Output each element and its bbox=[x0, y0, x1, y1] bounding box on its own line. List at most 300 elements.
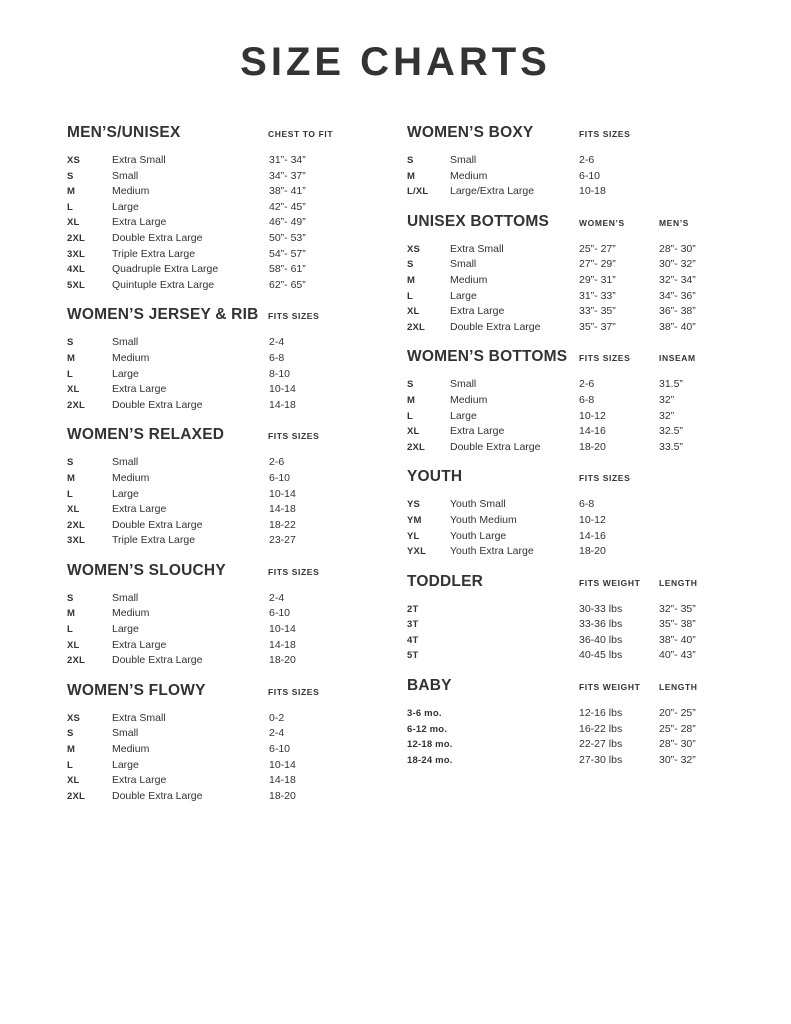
column-header: FITS SIZES bbox=[268, 311, 320, 322]
size-code: 3T bbox=[407, 619, 419, 631]
column-header: FITS SIZES bbox=[268, 431, 320, 442]
section-title: YOUTH bbox=[407, 468, 463, 486]
size-value: 42”- 45” bbox=[269, 200, 306, 213]
table-row bbox=[67, 759, 407, 775]
table-row bbox=[407, 634, 747, 650]
size-code: S bbox=[67, 170, 74, 182]
size-code: M bbox=[67, 186, 76, 198]
size-value: 8-10 bbox=[269, 367, 291, 380]
table-row bbox=[407, 154, 747, 170]
size-value: 6-10 bbox=[579, 169, 601, 182]
size-value: 18-20 bbox=[579, 545, 606, 558]
size-chart-section-mens-unisex bbox=[67, 124, 407, 294]
size-value: 58”- 61” bbox=[269, 263, 306, 276]
size-name: Double Extra Large bbox=[450, 440, 541, 453]
size-code: 2XL bbox=[407, 441, 426, 453]
size-rows bbox=[67, 592, 407, 670]
size-code: XL bbox=[67, 384, 80, 396]
size-code: YS bbox=[407, 499, 421, 511]
size-code: S bbox=[67, 457, 74, 469]
size-value: 30”- 32” bbox=[659, 753, 696, 766]
size-code: YM bbox=[407, 514, 422, 526]
size-value: 31”- 33” bbox=[579, 289, 616, 302]
size-value: 14-18 bbox=[269, 503, 296, 516]
table-row bbox=[67, 727, 407, 743]
size-code: L bbox=[407, 410, 414, 422]
size-code: S bbox=[407, 155, 414, 166]
size-code: YXL bbox=[407, 546, 427, 558]
table-row bbox=[67, 336, 407, 352]
size-code: XL bbox=[67, 639, 80, 651]
column-header: FITS SIZES bbox=[268, 566, 320, 577]
size-name: Extra Small bbox=[112, 154, 166, 166]
size-code: 4T bbox=[407, 634, 419, 646]
size-chart-section-womens-flowy bbox=[67, 682, 407, 806]
size-name: Small bbox=[112, 336, 139, 349]
size-value: 33.5” bbox=[659, 440, 683, 453]
size-chart-section-womens-slouchy bbox=[67, 562, 407, 670]
table-row bbox=[67, 639, 407, 655]
size-name: Youth Medium bbox=[450, 513, 517, 526]
size-value: 6-10 bbox=[269, 471, 291, 484]
table-row bbox=[407, 394, 747, 410]
size-value: 10-14 bbox=[269, 383, 296, 396]
size-name: Medium bbox=[450, 393, 488, 406]
table-row bbox=[407, 378, 747, 394]
size-code: 2XL bbox=[67, 655, 86, 667]
size-name: Small bbox=[450, 154, 477, 166]
table-row bbox=[407, 649, 747, 665]
size-name: Small bbox=[112, 591, 139, 604]
size-value: 34”- 36” bbox=[659, 289, 696, 302]
size-value: 18-20 bbox=[269, 654, 296, 667]
table-row bbox=[67, 368, 407, 384]
size-value: 40”- 43” bbox=[659, 649, 696, 662]
size-chart-section-baby bbox=[407, 677, 747, 769]
size-value: 2-4 bbox=[269, 727, 285, 740]
size-name: Extra Small bbox=[112, 711, 166, 724]
section-header-womens-boxy bbox=[407, 124, 747, 146]
table-row bbox=[67, 279, 407, 295]
size-name: Extra Large bbox=[112, 638, 167, 651]
table-row bbox=[407, 425, 747, 441]
size-name: Extra Large bbox=[112, 503, 167, 516]
column-header: FITS SIZES bbox=[579, 353, 631, 364]
size-name: Large bbox=[112, 758, 139, 771]
size-name: Medium bbox=[112, 471, 150, 484]
size-value: 54”- 57” bbox=[269, 247, 306, 260]
size-chart-section-womens-boxy bbox=[407, 124, 747, 201]
table-row bbox=[67, 170, 407, 186]
table-row bbox=[67, 456, 407, 472]
size-code: S bbox=[407, 259, 414, 271]
section-header-toddler bbox=[407, 573, 747, 595]
size-value: 18-20 bbox=[579, 440, 606, 453]
table-row bbox=[407, 410, 747, 426]
size-value: 22-27 lbs bbox=[579, 738, 623, 751]
size-code: 18-24 mo. bbox=[407, 754, 453, 766]
size-name: Double Extra Large bbox=[112, 398, 203, 411]
column-header: CHEST TO FIT bbox=[268, 129, 334, 139]
size-code: S bbox=[67, 728, 74, 740]
table-row bbox=[407, 530, 747, 546]
table-row bbox=[407, 274, 747, 290]
size-name: Large bbox=[112, 200, 139, 213]
size-code: S bbox=[407, 379, 414, 391]
section-header-womens-slouchy bbox=[67, 562, 407, 584]
table-row bbox=[67, 623, 407, 639]
section-title: UNISEX BOTTOMS bbox=[407, 212, 550, 230]
size-rows bbox=[407, 707, 747, 769]
size-value: 32” bbox=[659, 409, 675, 422]
column-header: MEN’S bbox=[659, 217, 689, 228]
size-value: 6-10 bbox=[269, 743, 291, 756]
table-row bbox=[67, 383, 407, 399]
size-code: S bbox=[67, 592, 74, 604]
size-value: 33-36 lbs bbox=[579, 618, 623, 631]
size-code: L bbox=[67, 488, 74, 500]
size-value: 10-12 bbox=[579, 409, 606, 422]
size-value: 14-18 bbox=[269, 638, 296, 651]
size-value: 36”- 38” bbox=[659, 305, 696, 318]
size-chart-section-womens-bottoms bbox=[407, 348, 747, 456]
section-title: WOMEN’S BOXY bbox=[407, 124, 534, 141]
size-value: 32”- 35” bbox=[659, 602, 696, 615]
size-code: L bbox=[67, 624, 74, 636]
size-code: 2XL bbox=[67, 519, 86, 531]
size-value: 28”- 30” bbox=[659, 738, 696, 751]
size-code: L/XL bbox=[407, 186, 429, 198]
size-value: 35”- 37” bbox=[579, 320, 616, 333]
size-value: 30-33 lbs bbox=[579, 602, 623, 615]
size-value: 10-18 bbox=[579, 185, 606, 198]
table-row bbox=[67, 232, 407, 248]
size-value: 2-6 bbox=[579, 154, 595, 166]
table-row bbox=[407, 754, 747, 770]
size-code: XL bbox=[407, 306, 420, 318]
size-name: Extra Large bbox=[112, 216, 167, 229]
column-header: FITS SIZES bbox=[579, 473, 631, 484]
size-name: Large bbox=[112, 487, 139, 500]
section-header-womens-jersey-rib bbox=[67, 306, 407, 328]
size-name: Extra Large bbox=[112, 774, 167, 787]
size-code: L bbox=[407, 290, 414, 302]
table-row bbox=[67, 472, 407, 488]
section-title: WOMEN’S JERSEY & RIB bbox=[67, 306, 259, 324]
size-value: 12-16 lbs bbox=[579, 707, 623, 720]
size-code: YL bbox=[407, 530, 420, 542]
size-chart-section-unisex-bottoms bbox=[407, 213, 747, 337]
size-value: 16-22 lbs bbox=[579, 722, 623, 735]
table-row bbox=[67, 654, 407, 670]
size-code: 3XL bbox=[67, 535, 86, 547]
size-code: XS bbox=[407, 243, 421, 255]
size-name: Medium bbox=[112, 351, 150, 364]
size-value: 6-8 bbox=[579, 498, 595, 511]
size-value: 18-22 bbox=[269, 518, 296, 531]
size-code: 5T bbox=[407, 650, 419, 662]
size-value: 31.5” bbox=[659, 378, 683, 391]
table-row bbox=[407, 514, 747, 530]
size-value: 2-4 bbox=[269, 591, 285, 604]
size-code: M bbox=[67, 472, 76, 484]
size-value: 10-12 bbox=[579, 513, 606, 526]
size-name: Triple Extra Large bbox=[112, 247, 196, 260]
size-code: 6-12 mo. bbox=[407, 723, 448, 735]
table-row bbox=[67, 154, 407, 170]
size-chart-section-womens-relaxed bbox=[67, 426, 407, 550]
table-row bbox=[407, 441, 747, 457]
size-code: M bbox=[67, 608, 76, 620]
table-row bbox=[407, 738, 747, 754]
size-value: 6-10 bbox=[269, 607, 291, 620]
size-value: 32”- 34” bbox=[659, 273, 696, 286]
size-code: 3-6 mo. bbox=[407, 708, 442, 720]
section-header-baby bbox=[407, 677, 747, 699]
table-row bbox=[67, 534, 407, 550]
size-value: 62”- 65” bbox=[269, 278, 306, 291]
size-code: XL bbox=[67, 217, 80, 229]
size-value: 32.5” bbox=[659, 425, 683, 438]
size-code: 2T bbox=[407, 603, 419, 615]
size-value: 6-8 bbox=[579, 393, 595, 406]
size-code: XL bbox=[407, 426, 420, 438]
size-code: 5XL bbox=[67, 279, 86, 291]
table-row bbox=[407, 170, 747, 186]
column-header: FITS WEIGHT bbox=[579, 577, 641, 588]
size-name: Extra Small bbox=[450, 242, 504, 255]
size-name: Youth Extra Large bbox=[450, 545, 534, 558]
table-row bbox=[67, 743, 407, 759]
table-row bbox=[407, 723, 747, 739]
section-title: MEN’S/UNISEX bbox=[67, 124, 181, 141]
section-header-unisex-bottoms bbox=[407, 213, 747, 235]
size-code: XL bbox=[67, 775, 80, 787]
table-row bbox=[67, 592, 407, 608]
section-title: TODDLER bbox=[407, 572, 484, 590]
size-rows bbox=[407, 603, 747, 665]
size-value: 10-14 bbox=[269, 758, 296, 771]
size-value: 20”- 25” bbox=[659, 707, 696, 720]
size-code: 2XL bbox=[67, 399, 86, 411]
size-name: Youth Large bbox=[450, 529, 507, 542]
table-row bbox=[67, 399, 407, 415]
table-row bbox=[67, 216, 407, 232]
size-name: Small bbox=[450, 258, 477, 271]
size-name: Extra Large bbox=[450, 425, 505, 438]
column-header: FITS SIZES bbox=[268, 686, 320, 697]
section-header-womens-relaxed bbox=[67, 426, 407, 448]
left-column bbox=[67, 124, 407, 817]
size-rows bbox=[67, 712, 407, 806]
size-name: Small bbox=[112, 169, 139, 182]
size-name: Double Extra Large bbox=[112, 789, 203, 802]
size-name: Double Extra Large bbox=[112, 231, 203, 244]
size-name: Youth Small bbox=[450, 498, 506, 511]
size-rows bbox=[67, 154, 407, 294]
table-row bbox=[407, 603, 747, 619]
section-title: BABY bbox=[407, 677, 452, 695]
section-header-womens-flowy bbox=[67, 682, 407, 704]
table-row bbox=[407, 258, 747, 274]
size-rows bbox=[67, 456, 407, 550]
table-row bbox=[67, 201, 407, 217]
size-code: L bbox=[67, 368, 74, 380]
column-header: INSEAM bbox=[659, 353, 696, 364]
size-value: 46”- 49” bbox=[269, 216, 306, 229]
section-header-youth bbox=[407, 468, 747, 490]
table-row bbox=[67, 607, 407, 623]
size-chart-section-womens-jersey-rib bbox=[67, 306, 407, 414]
size-value: 10-14 bbox=[269, 623, 296, 636]
size-name: Large bbox=[112, 623, 139, 636]
table-row bbox=[67, 790, 407, 806]
size-value: 25”- 27” bbox=[579, 242, 616, 255]
size-code: XS bbox=[67, 155, 81, 166]
table-row bbox=[407, 498, 747, 514]
size-value: 38”- 40” bbox=[659, 320, 696, 333]
size-code: 12-18 mo. bbox=[407, 739, 453, 751]
size-value: 2-6 bbox=[579, 378, 595, 391]
section-header-mens-unisex bbox=[67, 124, 407, 146]
size-name: Quadruple Extra Large bbox=[112, 263, 219, 276]
section-title: WOMEN’S SLOUCHY bbox=[67, 561, 226, 579]
size-code: L bbox=[67, 759, 74, 771]
size-value: 33”- 35” bbox=[579, 305, 616, 318]
size-code: M bbox=[67, 744, 76, 756]
table-row bbox=[67, 352, 407, 368]
table-row bbox=[67, 185, 407, 201]
size-name: Extra Large bbox=[112, 383, 167, 396]
size-name: Double Extra Large bbox=[112, 518, 203, 531]
size-name: Large bbox=[450, 289, 477, 302]
size-chart-section-youth bbox=[407, 468, 747, 560]
size-value: 27-30 lbs bbox=[579, 753, 623, 766]
size-name: Large bbox=[450, 409, 477, 422]
size-name: Medium bbox=[112, 607, 150, 620]
size-code: M bbox=[407, 394, 416, 406]
size-name: Quintuple Extra Large bbox=[112, 278, 215, 291]
size-value: 30”- 32” bbox=[659, 258, 696, 271]
size-value: 34”- 37” bbox=[269, 169, 306, 182]
section-title: WOMEN’S BOTTOMS bbox=[407, 348, 568, 366]
table-row bbox=[407, 305, 747, 321]
size-name: Triple Extra Large bbox=[112, 534, 196, 547]
size-value: 14-18 bbox=[269, 774, 296, 787]
section-header-womens-bottoms bbox=[407, 348, 747, 370]
table-row bbox=[67, 712, 407, 728]
table-row bbox=[407, 185, 747, 201]
column-header: LENGTH bbox=[659, 682, 698, 693]
size-rows bbox=[407, 243, 747, 337]
size-value: 14-16 bbox=[579, 425, 606, 438]
size-name: Small bbox=[450, 378, 477, 391]
table-row bbox=[407, 321, 747, 337]
size-rows bbox=[407, 154, 747, 201]
table-row bbox=[407, 618, 747, 634]
size-value: 6-8 bbox=[269, 351, 285, 364]
column-header: FITS WEIGHT bbox=[579, 682, 641, 693]
size-value: 2-6 bbox=[269, 456, 285, 469]
size-code: 2XL bbox=[67, 790, 86, 802]
size-value: 14-16 bbox=[579, 529, 606, 542]
size-value: 29”- 31” bbox=[579, 273, 616, 286]
table-row bbox=[67, 503, 407, 519]
table-row bbox=[407, 290, 747, 306]
size-name: Double Extra Large bbox=[450, 320, 541, 333]
size-name: Double Extra Large bbox=[112, 654, 203, 667]
size-code: M bbox=[67, 352, 76, 364]
column-header: FITS SIZES bbox=[579, 129, 631, 139]
size-value: 23-27 bbox=[269, 534, 296, 547]
table-row bbox=[407, 243, 747, 259]
size-name: Medium bbox=[112, 185, 150, 198]
size-code: 2XL bbox=[407, 321, 426, 333]
size-value: 14-18 bbox=[269, 398, 296, 411]
size-chart-section-toddler bbox=[407, 573, 747, 665]
size-code: M bbox=[407, 170, 416, 182]
size-rows bbox=[407, 498, 747, 560]
table-row bbox=[67, 488, 407, 504]
table-row bbox=[67, 263, 407, 279]
size-value: 27”- 29” bbox=[579, 258, 616, 271]
size-rows bbox=[407, 378, 747, 456]
table-row bbox=[407, 545, 747, 561]
size-name: Extra Large bbox=[450, 305, 505, 318]
size-value: 31”- 34” bbox=[269, 154, 306, 166]
page-title: SIZE CHARTS bbox=[240, 40, 551, 84]
size-value: 25”- 28” bbox=[659, 722, 696, 735]
size-name: Large/Extra Large bbox=[450, 185, 535, 198]
size-value: 35”- 38” bbox=[659, 618, 696, 631]
size-rows bbox=[67, 336, 407, 414]
size-value: 2-4 bbox=[269, 336, 285, 349]
size-name: Medium bbox=[450, 169, 488, 182]
size-value: 38”- 41” bbox=[269, 185, 306, 198]
size-value: 36-40 lbs bbox=[579, 633, 623, 646]
size-value: 32” bbox=[659, 393, 675, 406]
size-value: 40-45 lbs bbox=[579, 649, 623, 662]
size-value: 18-20 bbox=[269, 789, 296, 802]
charts-columns bbox=[0, 124, 791, 817]
size-code: XL bbox=[67, 504, 80, 516]
size-code: XS bbox=[67, 712, 81, 724]
size-value: 10-14 bbox=[269, 487, 296, 500]
right-column bbox=[407, 124, 747, 817]
size-code: 2XL bbox=[67, 232, 86, 244]
table-row bbox=[67, 248, 407, 264]
size-value: 0-2 bbox=[269, 711, 285, 724]
size-name: Large bbox=[112, 367, 139, 380]
section-title: WOMEN’S FLOWY bbox=[67, 681, 206, 699]
size-name: Medium bbox=[112, 743, 150, 756]
size-code: M bbox=[407, 274, 416, 286]
column-header: LENGTH bbox=[659, 577, 698, 588]
table-row bbox=[67, 774, 407, 790]
table-row bbox=[67, 519, 407, 535]
size-code: 3XL bbox=[67, 248, 86, 260]
size-code: L bbox=[67, 201, 74, 213]
table-row bbox=[407, 707, 747, 723]
size-value: 50”- 53” bbox=[269, 231, 306, 244]
column-header: WOMEN’S bbox=[579, 217, 625, 228]
section-title: WOMEN’S RELAXED bbox=[67, 426, 225, 444]
size-code: S bbox=[67, 337, 74, 349]
size-value: 38”- 40” bbox=[659, 633, 696, 646]
size-name: Medium bbox=[450, 273, 488, 286]
size-name: Small bbox=[112, 456, 139, 469]
size-name: Small bbox=[112, 727, 139, 740]
